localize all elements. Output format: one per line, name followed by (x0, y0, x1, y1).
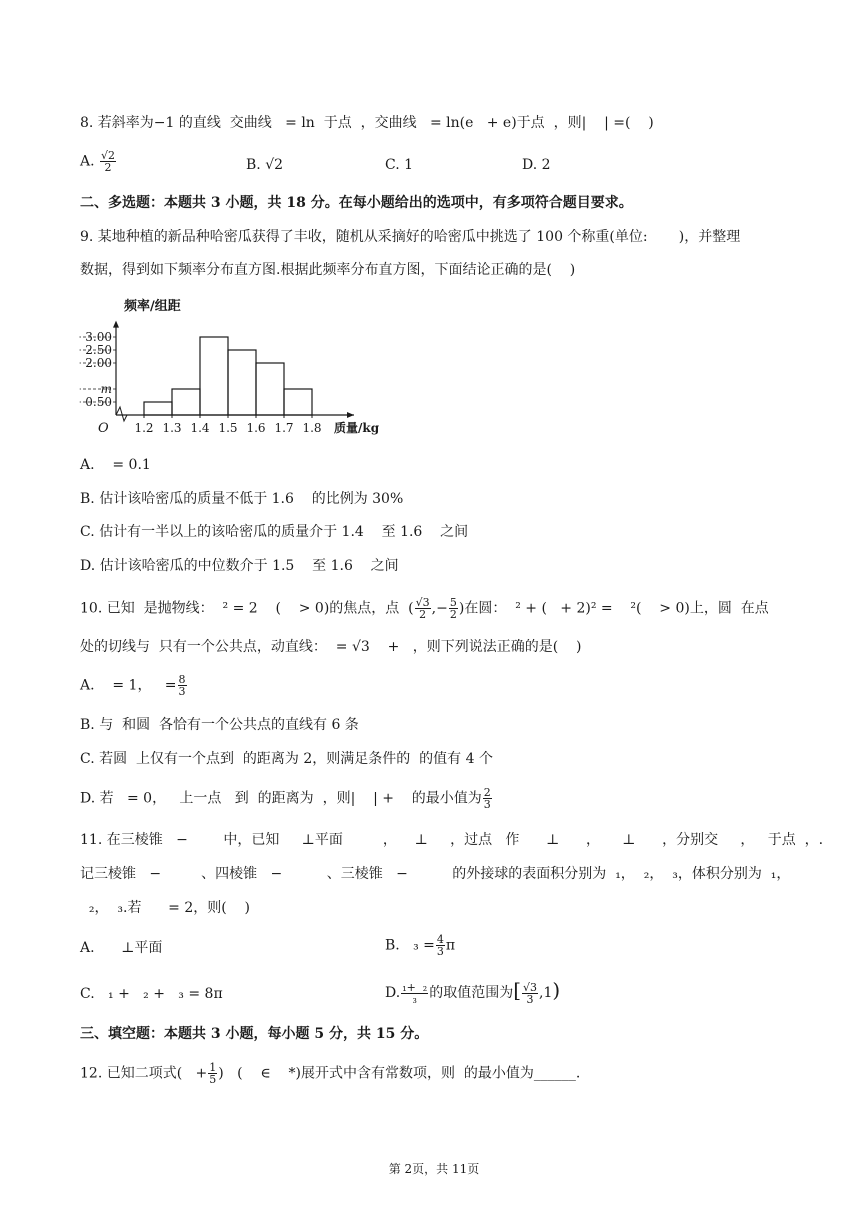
q8-option-d: D. 2 (522, 157, 551, 173)
q10-stem-line1: 10. 已知 是抛物线： ² = 2 ( > 0)的焦点，点 ( $\frac{√3}{2}$ ,− $\frac{5}{2}$ )在圆： ² + ( + 2)² = ²( > 0)上，圆 在点 (80, 596, 769, 621)
q9-option-d: D. 估计该哈密瓜的中位数介于 1.5 至 1.6 之间 (80, 558, 399, 574)
q11-option-b-fraction: $\frac{4}{3}$ (436, 933, 444, 958)
q9-stem-line1: 9. 某地种植的新品种哈密瓜获得了丰收，随机从采摘好的哈密瓜中挑选了 100 个称重(单位: )，并整理 (80, 229, 741, 245)
histogram-bar-2 (200, 337, 228, 415)
page-footer: 第 2页，共 11页 (388, 1162, 480, 1176)
q10-point-x-fraction: $\frac{√3}{2}$ (415, 596, 430, 621)
q8-option-b: B. √2 (246, 157, 284, 173)
q8-option-c: C. 1 (385, 157, 414, 173)
frequency-histogram (78, 295, 398, 445)
q10-stem-line2: 处的切线与 只有一个公共点，动直线： = √3 + ，则下列说法正确的是( ) (80, 639, 582, 655)
histogram-bars (144, 337, 312, 415)
x-tick-label-2: 1.4 (190, 421, 210, 435)
histogram-bar-4 (256, 363, 284, 415)
q9-option-b: B. 估计该哈密瓜的质量不低于 1.6 的比例为 30% (80, 491, 404, 507)
histogram-axes (113, 321, 354, 421)
q10-option-d: D. 若 = 0， 上一点 到 的距离为 ，则| | + 的最小值为 $\frac{2}{3}$ (80, 786, 491, 811)
axis-break-mark (116, 407, 127, 421)
q11-stem-line1: 11. 在三棱锥 − 中，已知 ⊥平面 ， ⊥ ，过点 作 ⊥ ， ⊥ ，分别交 ， 于点 ，. (80, 832, 824, 848)
histogram-bar-3 (228, 350, 256, 415)
q10-option-a: A. = 1， = $\frac{8}{3}$ (80, 673, 186, 698)
q11-option-c: C. ₁ + ₂ + ₃ = 8π (80, 986, 223, 1002)
histogram-bar-5 (284, 389, 312, 415)
q11-option-d: D. $\frac{\text{₁+ ₂}}{\text{₃}}$ 的取值范围为[ $\frac{√3}{3}$ ,1) (385, 978, 561, 1006)
q11-option-b: B. ₃ = $\frac{4}{3}$ π (385, 933, 456, 958)
q12-fraction: $\frac{1}{5}$ (209, 1061, 217, 1086)
y-tick-label-2: 2.00 (85, 356, 112, 370)
histogram-bar-0 (144, 402, 172, 415)
q11-stem-line2: 记三棱锥 − 、四棱锥 − 、三棱锥 − 的外接球的表面积分别为 ₁， ₂， ₃，体积分别为 ₁， (80, 866, 791, 882)
q9-stem-line2: 数据，得到如下频率分布直方图.根据此频率分布直方图，下面结论正确的是( ) (80, 262, 576, 278)
x-tick-label-5: 1.7 (274, 421, 294, 435)
q10-option-a-fraction: $\frac{8}{3}$ (178, 673, 186, 698)
x-axis-title: 质量/kg (334, 421, 380, 435)
q8-stem: 8. 若斜率为−1 的直线 交曲线 = ln 于点 ，交曲线 = ln(e + e)于点 ，则| | =( ) (80, 115, 654, 131)
q11-option-a: A. ⊥平面 (80, 940, 163, 956)
q10-point-y-fraction: $\frac{5}{2}$ (449, 596, 457, 621)
q10-option-b: B. 与 和圆 各恰有一个公共点的直线有 6 条 (80, 717, 359, 733)
y-tick-label-1: 2.50 (85, 343, 112, 357)
x-tick-label-4: 1.6 (246, 421, 266, 435)
q8-option-a: A. $\frac{√2}{2}$ (80, 149, 116, 174)
q11-stem-line3: ₂， ₃.若 = 2，则( ) (80, 900, 250, 916)
x-axis-arrow (347, 412, 354, 418)
y-tick-label-3: m (100, 382, 112, 396)
q9-option-a: A. = 0.1 (80, 457, 151, 473)
section-2-heading: 二、多选题：本题共 3 小题，共 18 分。在每小题给出的选项中，有多项符合题目要求。 (80, 195, 633, 211)
x-tick-label-3: 1.5 (218, 421, 238, 435)
x-tick-label-6: 1.8 (302, 421, 322, 435)
y-axis-title: 频率/组距 (124, 299, 181, 314)
q10-option-c: C. 若圆 上仅有一个点到 的距离为 2，则满足条件的 的值有 4 个 (80, 751, 493, 767)
y-axis-arrow (113, 321, 119, 328)
x-tick-label-1: 1.3 (162, 421, 182, 435)
origin-label: O (98, 421, 109, 436)
q12-stem: 12. 已知二项式( + $\frac{1}{5}$ ) ( ∈ *)展开式中含有常数项，则 的最小值为______. (80, 1061, 581, 1086)
y-tick-label-4: 0.50 (85, 395, 112, 409)
q11-option-d-range-fraction: $\frac{√3}{3}$ (523, 980, 538, 1006)
q11-option-d-fraction: $\frac{\text{₁+ ₂}}{\text{₃}}$ (402, 980, 428, 1006)
y-tick-label-0: 3.00 (85, 330, 112, 344)
q9-option-c: C. 估计有一半以上的该哈密瓜的质量介于 1.4 至 1.6 之间 (80, 524, 469, 540)
q8-option-a-fraction: $\frac{√2}{2}$ (101, 149, 116, 174)
x-tick-label-0: 1.2 (134, 421, 154, 435)
section-3-heading: 三、填空题：本题共 3 小题，每小题 5 分，共 15 分。 (80, 1026, 429, 1042)
histogram-bar-1 (172, 389, 200, 415)
q10-option-d-fraction: $\frac{2}{3}$ (483, 786, 491, 811)
